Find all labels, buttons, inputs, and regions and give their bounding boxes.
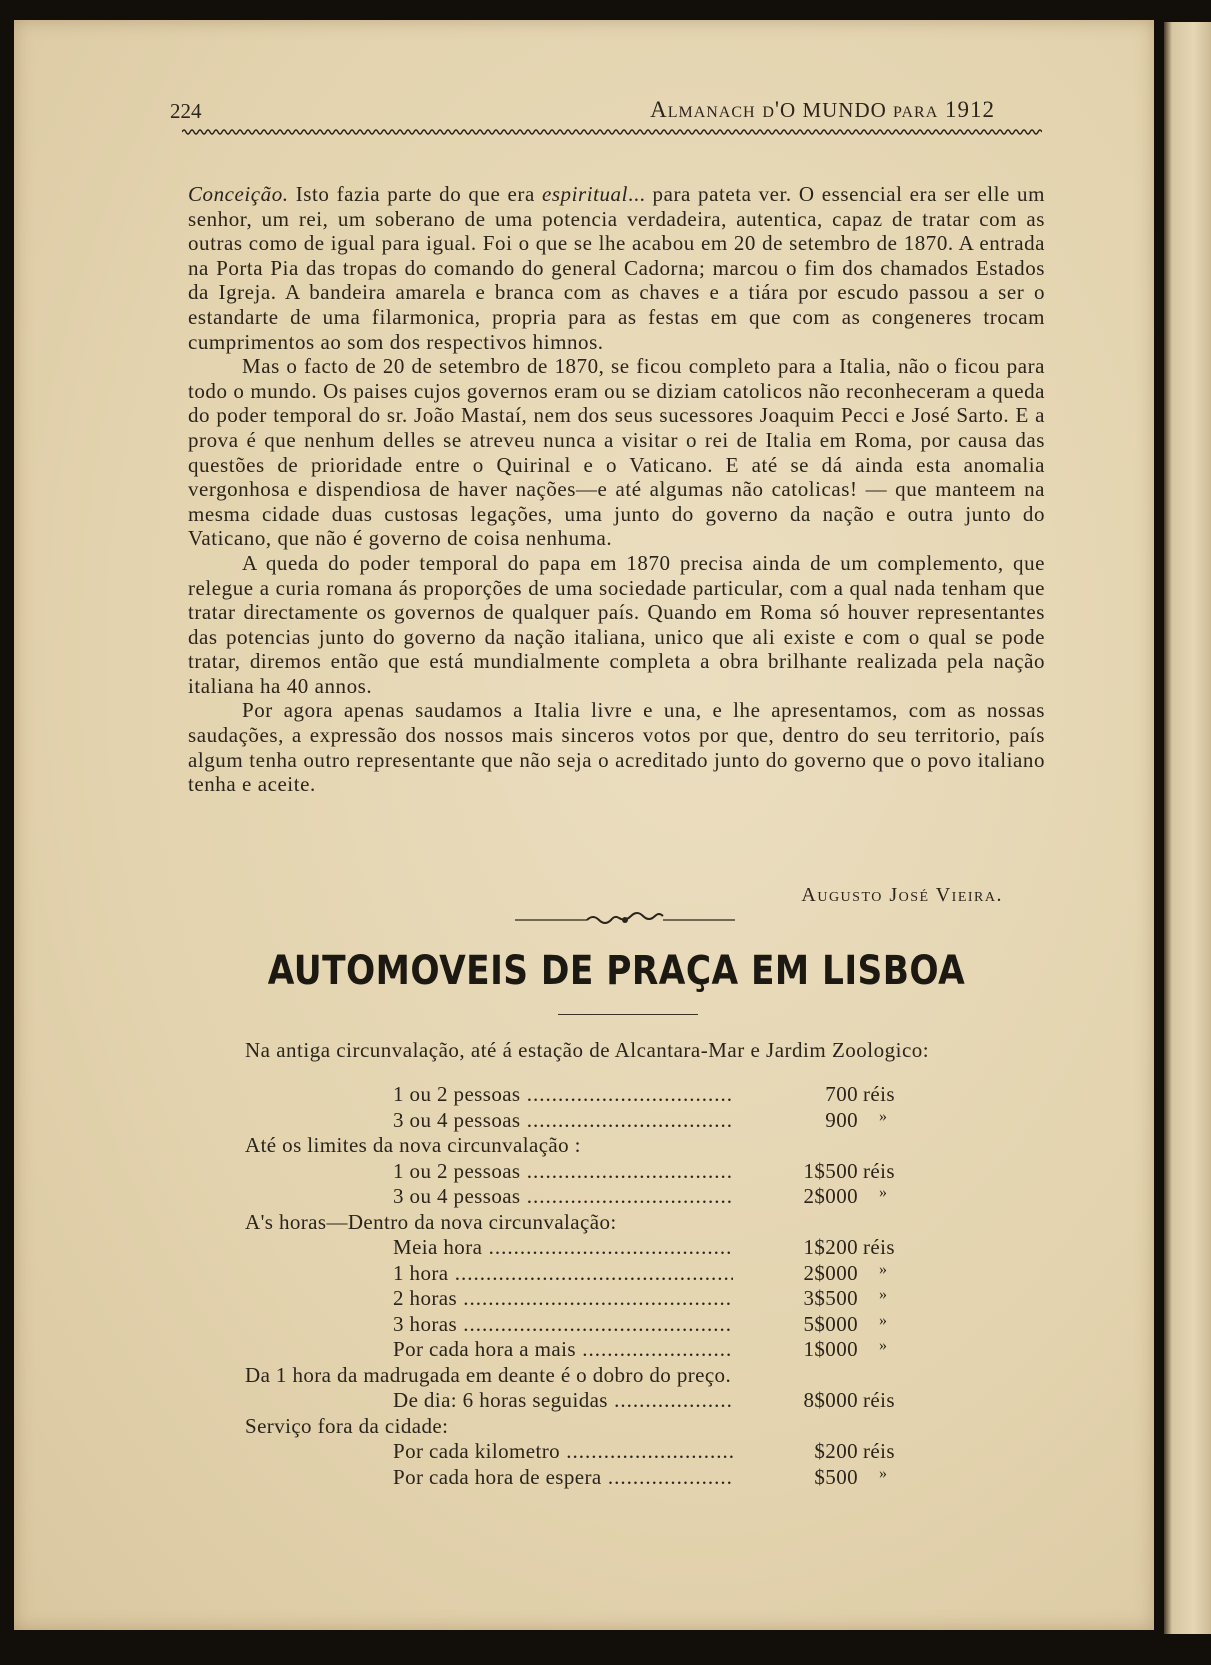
- tariff-price: $200: [814, 1439, 858, 1463]
- article-paragraph: [188, 182, 1045, 354]
- tariff-unit: »: [879, 1260, 888, 1278]
- tariff-row: [188, 1108, 1068, 1134]
- tariff-row: [188, 1261, 1068, 1287]
- tariff-row: [188, 1439, 1068, 1465]
- tariff-label: 3 ou 4 pessoas .....: [393, 1184, 733, 1209]
- tariff-unit: réis: [863, 1439, 895, 1463]
- tariff-unit: réis: [863, 1158, 895, 1183]
- tariff-price: 1$000: [803, 1337, 858, 1361]
- tariff-row: [188, 1235, 1068, 1261]
- tariff-price: 700: [825, 1082, 858, 1106]
- italic-opening: Conceição.: [188, 182, 289, 206]
- tariff-row: [188, 1184, 1068, 1210]
- tariff-price: 3$500: [803, 1286, 858, 1310]
- tariff-price: 8$000: [803, 1388, 858, 1412]
- tariff-price: 2$000: [803, 1260, 858, 1285]
- section-divider-ornament: [515, 910, 735, 930]
- page-number: 224: [170, 99, 202, 123]
- tariff-label: 1 ou 2 pessoas .....: [393, 1082, 733, 1107]
- tariff-unit: »: [879, 1184, 888, 1201]
- tariff-price: 1$200: [803, 1235, 858, 1259]
- tariff-row: [188, 1312, 1068, 1338]
- italic-word: espiritual: [541, 182, 628, 206]
- author-signature: Augusto José Vieira.: [801, 884, 1003, 906]
- tariff-heading: Serviço fora da cidade:: [245, 1413, 449, 1438]
- tariff-list: [188, 1082, 1068, 1490]
- tariff-label: Por cada hora a mais .....: [393, 1337, 733, 1362]
- tariff-label: 3 horas .....: [393, 1312, 733, 1337]
- tariff-price: $500: [814, 1464, 858, 1489]
- tariff-unit: »: [879, 1286, 888, 1303]
- tariff-unit: réis: [863, 1235, 895, 1259]
- paragraph-text: Isto fazia parte do que era: [288, 182, 542, 206]
- article-paragraph: Por agora apenas saudamos a Italia livre e una, e lhe apresentamos, com as nossas saudações, a expressão dos nossos mais sinceros votos por que, dentro do seu territorio, país algum tenha outro representante que não seja o acreditado junto do governo que o povo italiano tenha e aceite.: [188, 698, 1045, 797]
- running-head: [650, 97, 995, 123]
- title-underline-rule: [558, 1014, 698, 1015]
- section-intro: Na antiga circunvalação, até á estação de Alcantara-Mar e Jardim Zoologico:: [245, 1038, 930, 1062]
- tariff-label: 3 ou 4 pessoas .....: [393, 1108, 733, 1133]
- tariff-unit: »: [879, 1464, 888, 1482]
- tariff-label: 1 ou 2 pessoas .....: [393, 1159, 733, 1184]
- tariff-label: 2 horas .....: [393, 1286, 733, 1311]
- tariff-heading: A's horas—Dentro da nova circunvalação:: [245, 1209, 617, 1234]
- tariff-row: [188, 1159, 1068, 1185]
- tariff-unit: réis: [863, 1082, 895, 1106]
- tariff-unit: »: [879, 1311, 888, 1329]
- running-head-prefix: Almanach d': [650, 97, 781, 122]
- tariff-row: [188, 1286, 1068, 1312]
- page-header: [170, 83, 995, 123]
- tariff-unit: »: [879, 1107, 888, 1125]
- running-head-suffix: para 1912: [893, 97, 995, 122]
- tariff-label: De dia: 6 horas seguidas .....: [393, 1388, 733, 1413]
- tariff-row: [188, 1465, 1068, 1491]
- paragraph-text: ... para pateta ver. O essencial era ser elle um senhor, um rei, um soberano de uma potencia verdadeira, autentica, capaz de tratar com as outras como de igual para igual. Foi o que se lhe acabou em 20 de setembro de 1870. A entrada na Porta Pia das tropas do comando do general Cadorna; marcou o fim dos chamados Estados da Igreja. A bandeira amarela e branca com as chaves e a tiára por escudo passou a ser o estandarte de uma filarmonica, propria para as festas em que com as congeneres trocam cumprimentos ao som dos respectivos himnos.: [188, 182, 1045, 354]
- tariff-row: [188, 1388, 1068, 1414]
- wavy-rule: [182, 128, 1042, 136]
- tariff-price: 2$000: [803, 1184, 858, 1208]
- article-body: [188, 182, 1045, 797]
- running-head-title: O MUNDO: [780, 98, 887, 122]
- tariff-unit: réis: [863, 1388, 895, 1412]
- tariff-price: 1$500: [803, 1158, 858, 1183]
- adjacent-page-edge: [1164, 22, 1211, 1634]
- tariff-unit: »: [879, 1337, 888, 1354]
- section-title: AUTOMOVEIS DE PRAÇA EM LISBOA: [267, 948, 966, 994]
- tariff-heading: Da 1 hora da madrugada em deante é o dobro do preço.: [245, 1362, 732, 1387]
- tariff-row: [188, 1337, 1068, 1363]
- article-paragraph: A queda do poder temporal do papa em 1870 precisa ainda de um complemento, que relegue a curia romana ás proporções de uma sociedade particular, com a qual nada tenham que tratar directamente os governos de qualquer país. Quando em Roma só houver representantes das potencias junto do governo da nação italiana, unico que ali existe e com o qual se pode tratar, diremos então que está mundialmente completa a obra brilhante realizada pela nação italiana ha 40 annos.: [188, 550, 1045, 698]
- tariff-label: 1 hora .....: [393, 1261, 733, 1286]
- tariff-heading: Até os limites da nova circunvalação :: [245, 1133, 581, 1157]
- tariff-price: 900: [825, 1107, 858, 1132]
- tariff-label: Por cada kilometro .....: [393, 1439, 733, 1464]
- tariff-label: Meia hora .....: [393, 1235, 733, 1260]
- tariff-price: 5$000: [803, 1311, 858, 1336]
- tariff-row: [188, 1082, 1068, 1108]
- tariff-label: Por cada hora de espera .....: [393, 1465, 733, 1490]
- article-paragraph: Mas o facto de 20 de setembro de 1870, se ficou completo para a Italia, não o ficou para todo o mundo. Os paises cujos governos eram ou se diziam catolicos não reconheceram a queda do poder temporal do sr. João Mastaí, nem dos seus sucessores Joaquim Pecci e José Sarto. E a prova é que nenhum delles se atreveu nunca a visitar o rei de Italia em Roma, por causa das questões de prioridade entre o Quirinal e o Vaticano. E até se dá ainda esta anomalia vergonhosa e dispendiosa de haver nações—e até algumas não catolicas! — que manteem na mesma cidade duas custosas legações, uma junto do governo da nação e outra junto do Vaticano, que não é governo de coisa nenhuma.: [188, 354, 1045, 551]
